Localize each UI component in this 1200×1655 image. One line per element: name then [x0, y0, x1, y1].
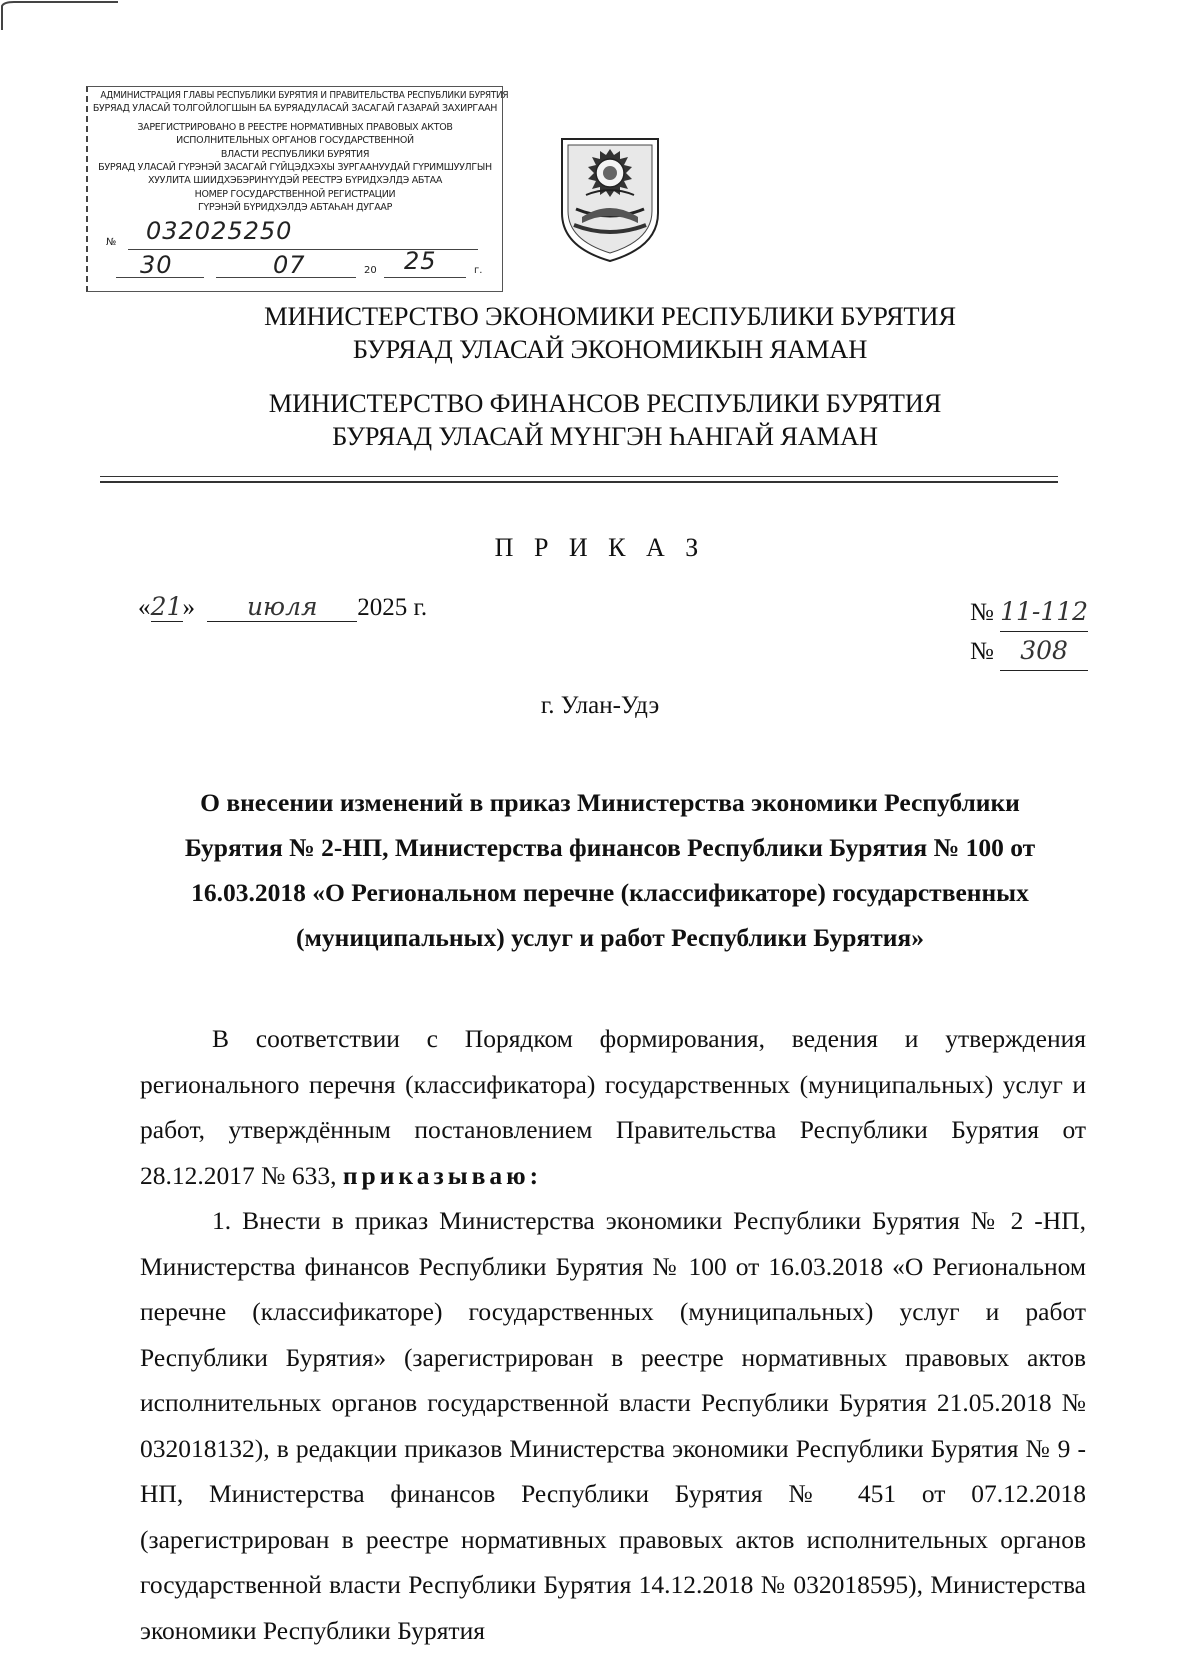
stamp-line: ИСПОЛНИТЕЛЬНЫХ ОРГАНОВ ГОСУДАРСТВЕННОЙ [176, 135, 414, 146]
stamp-line: ХУУЛИТА ШИИДХЭБЭРИНҮҮДЭЙ РЕЕСТРЭ БҮРИДХЭЛДЭ АБТАА [147, 175, 443, 186]
header-divider-top [100, 476, 1058, 477]
date-year: 2025 г. [357, 594, 428, 621]
document-type-heading: П Р И К А З [494, 533, 706, 562]
paragraph-text: В соответствии с Порядком формирования, ведения и утверждения регионального перечня (классификатора) государственных (муниципальных) услуг и работ, утверждённым постановлением Правительства Республики Бурятия от 28.12.2017 № 633, [140, 1024, 1086, 1190]
order-directive: приказываю: [342, 1160, 543, 1190]
document-body [140, 1016, 1086, 1653]
ministry-finance-ru: МИНИСТЕРСТВО ФИНАНСОВ РЕСПУБЛИКИ БУРЯТИЯ [268, 388, 942, 418]
stamp-line: АДМИНИСТРАЦИЯ ГЛАВЫ РЕСПУБЛИКИ БУРЯТИЯ И ПРАВИТЕЛЬСТВА РЕСПУБЛИКИ БУРЯТИЯ [100, 90, 509, 101]
stamp-line: ЗАРЕГИСТРИРОВАНО В РЕЕСТРЕ НОРМАТИВНЫХ ПРАВОВЫХ АКТОВ [137, 122, 453, 133]
stamp-line: ГҮРЭНЭЙ БҮРИДХЭЛДЭ АБТАҺАН ДУГААР [197, 202, 393, 213]
ministry-finance-header [5, 387, 1200, 453]
number-label: № [970, 599, 994, 626]
order-date [138, 592, 427, 622]
stamp-line: БУРЯАД УЛАСАЙ ТОЛГОЙЛОГШЫН БА БУРЯАДУЛАСАЙ ЗАСАГАЙ ГАЗАРАЙ ЗАХИРГААН [92, 103, 498, 114]
stamp-number-label: № [106, 237, 117, 248]
stamp-year: 25 [404, 247, 437, 275]
stamp-line: ВЛАСТИ РЕСПУБЛИКИ БУРЯТИЯ [220, 149, 370, 160]
stamp-year-prefix: 20 [364, 265, 377, 276]
ministry-economy-header [10, 300, 1200, 366]
stamp-line: НОМЕР ГОСУДАРСТВЕННОЙ РЕГИСТРАЦИИ [194, 189, 396, 200]
stamp-line: БУРЯАД УЛАСАЙ ГҮРЭНЭЙ ЗАСАГАЙ ГҮЙЦЭДХЭХЫ ЗУРГААНУУДАЙ ГҮРИМШУУЛГЫН [98, 162, 492, 173]
coat-of-arms-icon [556, 125, 664, 265]
stamp-year-rule [384, 277, 466, 278]
order-number-finance [970, 632, 1088, 671]
header-divider-bottom [100, 481, 1058, 483]
registration-stamp [86, 86, 509, 292]
date-day: 21 [150, 592, 183, 621]
stamp-month: 07 [273, 251, 306, 279]
date-month: июля [207, 592, 357, 622]
ministry-economy-bua: БУРЯАД УЛАСАЙ ЭКОНОМИКЫН ЯАМАН [352, 334, 868, 364]
document-city: г. Улан-Удэ [540, 692, 660, 719]
date-close-quote: » [182, 594, 195, 621]
stamp-day: 30 [140, 251, 173, 279]
order-numbers [970, 593, 1088, 671]
body-paragraph [140, 1016, 1086, 1198]
number-value: 11-112 [1000, 593, 1088, 632]
body-paragraph: 1. Внести в приказ Министерства экономики Республики Бурятия № 2 -НП, Министерства финансов Республики Бурятия № 100 от 16.03.2018 «О Региональном перечне (классификаторе) государственных (муниципальных) услуг и работ Республики Бурятия» (зарегистрирован в реестре нормативных правовых актов исполнительных органов государственной власти Республики Бурятия 21.05.2018 № 032018132), в редакции приказов Министерства экономики Республики Бурятия № 9 - НП, Министерства финансов Республики Бурятия № 451 от 07.12.2018 (зарегистрирован в реестре нормативных правовых актов исполнительных органов государственной власти Республики Бурятия 14.12.2018 № 032018595), Министерства экономики Республики Бурятия [140, 1206, 1086, 1645]
order-number-economy [970, 593, 1088, 632]
date-open-quote: « [138, 594, 151, 621]
ministry-finance-bua: БУРЯАД УЛАСАЙ МҮНГЭН ҺАНГАЙ ЯАМАН [332, 421, 878, 451]
stamp-registration-number: 032025250 [146, 217, 293, 245]
ministry-economy-ru: МИНИСТЕРСТВО ЭКОНОМИКИ РЕСПУБЛИКИ БУРЯТИЯ [264, 301, 956, 331]
number-label: № [970, 638, 994, 665]
stamp-year-suffix: г. [474, 265, 483, 276]
scan-corner-mark [0, 0, 120, 30]
document-title: О внесении изменений в приказ Министерства экономики Республики Бурятия № 2-НП, Министерства финансов Республики Бурятия № 100 от 16.03.2018 «О Региональном перечне (классификаторе) государственных (муниципальных) услуг и работ Республики Бурятия» [184, 788, 1036, 952]
number-value: 308 [1000, 632, 1088, 671]
